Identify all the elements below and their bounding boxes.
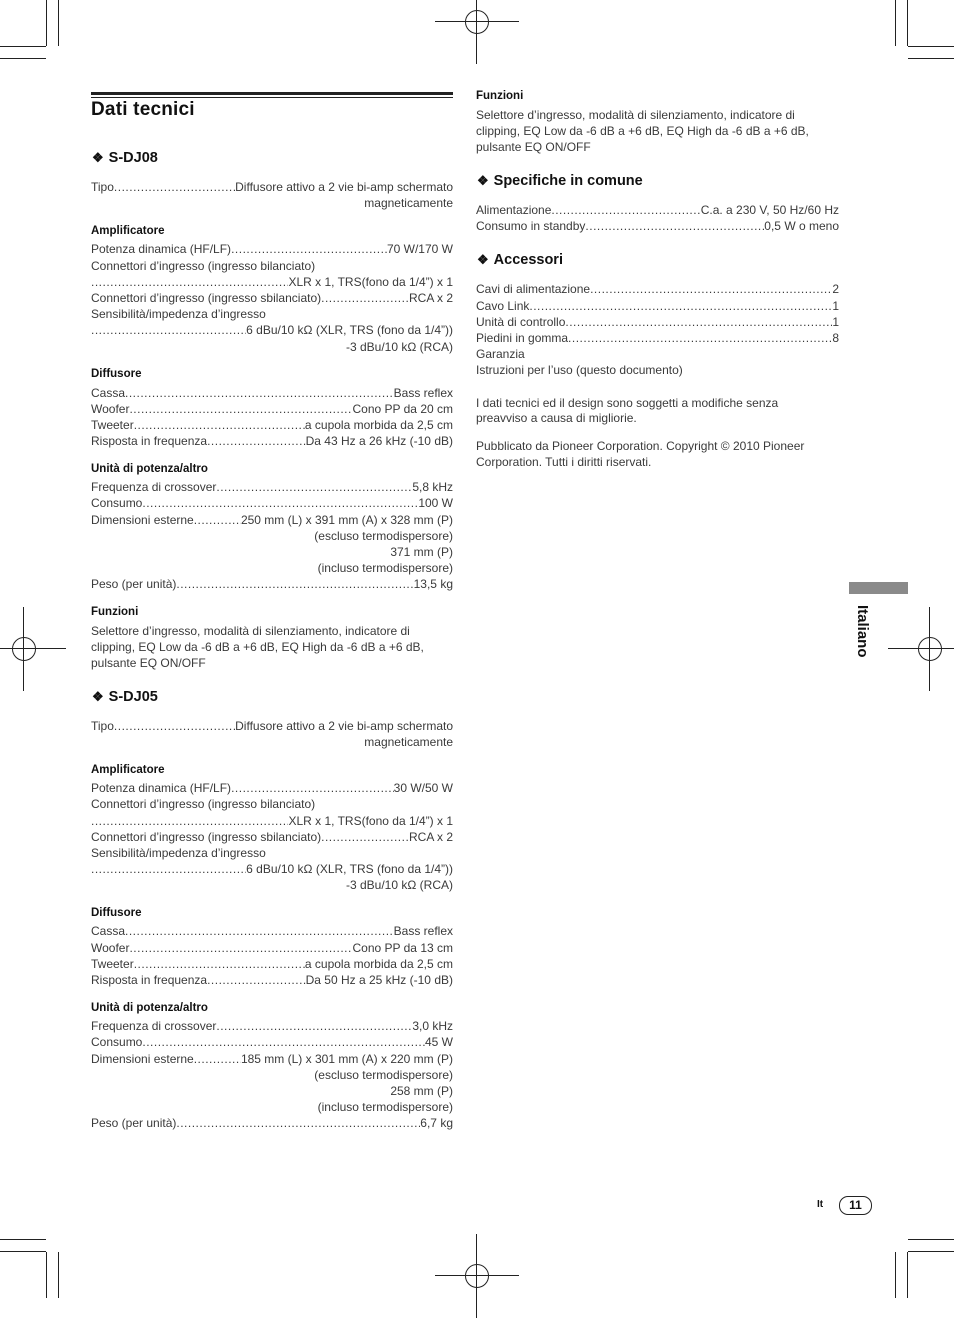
crop-mark xyxy=(908,1251,954,1252)
registration-mark-left xyxy=(2,627,46,671)
registration-mark-right xyxy=(908,627,952,671)
spec-potenza: Potenza dinamica (HF/LF) ..... 30 W/50 W xyxy=(91,780,453,796)
funzioni-line: pulsante EQ ON/OFF xyxy=(91,656,206,670)
spec-consumo: Consumo ..... 45 W xyxy=(91,1034,453,1050)
spec-dimensioni-3: 371 mm (P) xyxy=(390,545,453,559)
section-heading-accessori: ❖ Accessori xyxy=(477,252,563,268)
title-rule xyxy=(91,92,453,95)
crop-mark xyxy=(908,46,954,47)
spec-sensibilita: Sensibilità/impedenza d’ingresso xyxy=(91,307,266,321)
ohm-symbol: Ω xyxy=(303,862,313,876)
crop-mark xyxy=(46,0,47,46)
spec-conn-bil: Connettori d’ingresso (ingresso bilanciato) xyxy=(91,797,316,811)
ohm-symbol: Ω xyxy=(303,323,313,337)
spec-cassa: Cassa ..... Bass reflex xyxy=(91,385,453,401)
spec-crossover: Frequenza di crossover ..... 3,0 kHz xyxy=(91,1018,453,1034)
page-number: 11 xyxy=(839,1196,872,1215)
subheading-unita-potenza: Unità di potenza/altro xyxy=(91,1002,208,1014)
subheading-diffusore: Diffusore xyxy=(91,368,142,380)
spec-dimensioni-3: 258 mm (P) xyxy=(390,1084,453,1098)
spec-conn-sbil: Connettori d’ingresso (ingresso sbilanciato) ..... RCA x 2 xyxy=(91,829,453,845)
spec-dimensioni-4: (incluso termodispersore) xyxy=(317,561,453,575)
funzioni-line: Selettore d’ingresso, modalità di silenziamento, indicatore di xyxy=(476,108,795,122)
section-heading-specifiche-comune: ❖ Specifiche in comune xyxy=(477,173,643,189)
spec-conn-sbil: Connettori d’ingresso (ingresso sbilanciato) ..... RCA x 2 xyxy=(91,290,453,306)
registration-mark-bottom xyxy=(455,1254,499,1298)
ohm-symbol: Ω xyxy=(407,878,417,892)
crop-mark xyxy=(895,1252,896,1298)
subheading-unita-potenza: Unità di potenza/altro xyxy=(91,463,208,475)
crop-mark xyxy=(0,58,46,59)
crop-mark xyxy=(908,1239,954,1240)
subheading-funzioni: Funzioni xyxy=(476,90,524,102)
spec-woofer: Woofer ..... Cono PP da 20 cm xyxy=(91,401,453,417)
language-tab-bar xyxy=(849,582,908,594)
page-title: Dati tecnici xyxy=(91,99,195,120)
accessory-item: Istruzioni per l’uso (questo documento) xyxy=(476,363,683,377)
spec-dimensioni: Dimensioni esterne ..... 250 mm (L) x 391 mm (A) x 328 mm (P) xyxy=(91,512,453,528)
accessory-item: Unità di controllo ..... 1 xyxy=(476,314,839,330)
spec-crossover: Frequenza di crossover ..... 5,8 kHz xyxy=(91,479,453,495)
spec-dimensioni-2: (escluso termodispersore) xyxy=(314,1068,453,1082)
spec-cassa: Cassa ..... Bass reflex xyxy=(91,923,453,939)
spec-risposta: Risposta in frequenza ..... Da 43 Hz a 26 kHz (-10 dB) xyxy=(91,433,453,449)
spec-dimensioni-4: (incluso termodispersore) xyxy=(317,1100,453,1114)
diamond-bullet-icon: ❖ xyxy=(477,173,489,188)
crop-mark xyxy=(0,1251,46,1252)
page-language-code: It xyxy=(817,1199,824,1210)
spec-tweeter: Tweeter ..... a cupola morbida da 2,5 cm xyxy=(91,956,453,972)
spec-consumo: Consumo ..... 100 W xyxy=(91,495,453,511)
spec-dimensioni: Dimensioni esterne ..... 185 mm (L) x 301 mm (A) x 220 mm (P) xyxy=(91,1051,453,1067)
crop-mark xyxy=(907,1252,908,1298)
spec-sensibilita-value: ..... 6 dBu/10 kΩ (XLR, TRS (fono da 1/4”)) xyxy=(91,861,453,877)
crop-mark xyxy=(895,0,896,46)
accessory-item: Cavi di alimentazione ..... 2 xyxy=(476,281,839,297)
spec-tweeter: Tweeter ..... a cupola morbida da 2,5 cm xyxy=(91,417,453,433)
language-tab-label: Italiano xyxy=(854,605,871,658)
subheading-diffusore: Diffusore xyxy=(91,907,142,919)
spec-risposta: Risposta in frequenza ..... Da 50 Hz a 25 kHz (-10 dB) xyxy=(91,972,453,988)
crop-mark xyxy=(907,0,908,46)
note-line: I dati tecnici ed il design sono soggetti a modifiche senza xyxy=(476,396,779,410)
spec-woofer: Woofer ..... Cono PP da 13 cm xyxy=(91,940,453,956)
subheading-amplificatore: Amplificatore xyxy=(91,225,165,237)
crop-mark xyxy=(0,1239,46,1240)
publisher-line: Pubblicato da Pioneer Corporation. Copyright © 2010 Pioneer xyxy=(476,439,805,453)
publisher-line: Corporation. Tutti i diritti riservati. xyxy=(476,455,652,469)
spec-conn-bil: Connettori d’ingresso (ingresso bilanciato) xyxy=(91,259,316,273)
accessory-item: Cavo Link ..... 1 xyxy=(476,298,839,314)
funzioni-line: clipping, EQ Low da -6 dB a +6 dB, EQ High da -6 dB a +6 dB, xyxy=(91,640,424,654)
crop-mark xyxy=(58,0,59,46)
spec-tipo-cont: magneticamente xyxy=(364,735,453,749)
subheading-funzioni: Funzioni xyxy=(91,606,139,618)
ohm-symbol: Ω xyxy=(407,340,417,354)
funzioni-line: pulsante EQ ON/OFF xyxy=(476,140,591,154)
section-heading-sdj05: ❖ S-DJ05 xyxy=(92,689,158,705)
spec-alimentazione: Alimentazione ..... C.a. a 230 V, 50 Hz/60 Hz xyxy=(476,202,839,218)
diamond-bullet-icon: ❖ xyxy=(92,150,104,165)
crop-mark xyxy=(908,58,954,59)
title-rule-thin xyxy=(91,97,453,98)
diamond-bullet-icon: ❖ xyxy=(477,252,489,267)
spec-sensibilita-rca: -3 dBu/10 kΩ (RCA) xyxy=(345,878,453,892)
accessory-item: Piedini in gomma ..... 8 xyxy=(476,330,839,346)
crop-mark xyxy=(0,46,46,47)
crop-mark xyxy=(58,1252,59,1298)
spec-tipo-cont: magneticamente xyxy=(364,196,453,210)
accessory-item: Garanzia xyxy=(476,347,525,361)
spec-tipo: Tipo ..... Diffusore attivo a 2 vie bi-amp schermato xyxy=(91,179,453,195)
spec-peso: Peso (per unità) ..... 13,5 kg xyxy=(91,576,453,592)
spec-peso: Peso (per unità) ..... 6,7 kg xyxy=(91,1115,453,1131)
registration-mark-top xyxy=(455,0,499,44)
crop-mark xyxy=(46,1252,47,1298)
funzioni-line: clipping, EQ Low da -6 dB a +6 dB, EQ High da -6 dB a +6 dB, xyxy=(476,124,809,138)
spec-sensibilita-value: ..... 6 dBu/10 kΩ (XLR, TRS (fono da 1/4”)) xyxy=(91,322,453,338)
spec-potenza: Potenza dinamica (HF/LF) ..... 70 W/170 W xyxy=(91,241,453,257)
funzioni-line: Selettore d’ingresso, modalità di silenziamento, indicatore di xyxy=(91,624,410,638)
spec-conn-bil-value: ..... XLR x 1, TRS(fono da 1/4”) x 1 xyxy=(91,813,453,829)
spec-conn-bil-value: ..... XLR x 1, TRS(fono da 1/4”) x 1 xyxy=(91,274,453,290)
spec-tipo: Tipo ..... Diffusore attivo a 2 vie bi-amp schermato xyxy=(91,718,453,734)
spec-sensibilita-rca: -3 dBu/10 kΩ (RCA) xyxy=(345,340,453,354)
section-heading-sdj08: ❖ S-DJ08 xyxy=(92,150,158,166)
spec-sensibilita: Sensibilità/impedenza d’ingresso xyxy=(91,846,266,860)
subheading-amplificatore: Amplificatore xyxy=(91,764,165,776)
note-line: preavviso a causa di migliorie. xyxy=(476,411,637,425)
spec-dimensioni-2: (escluso termodispersore) xyxy=(314,529,453,543)
spec-standby: Consumo in standby ..... 0,5 W o meno xyxy=(476,218,839,234)
diamond-bullet-icon: ❖ xyxy=(92,689,104,704)
